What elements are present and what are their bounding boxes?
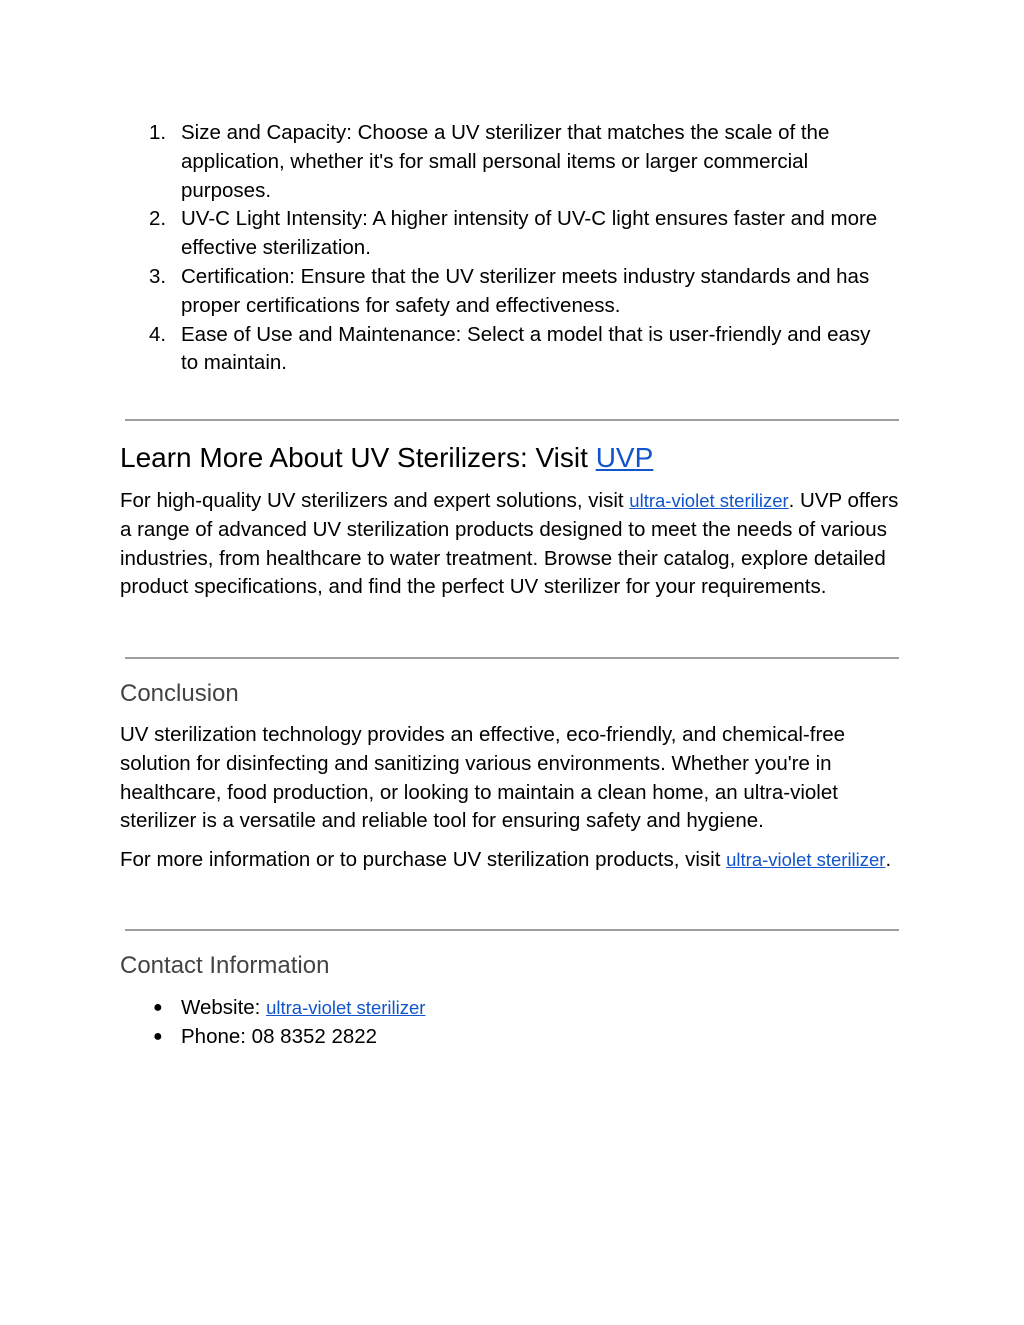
list-item-text: Size and Capacity: Choose a UV sterilizer that matches the scale of the application, whether it's for small personal items or larger commercial purposes. bbox=[181, 121, 830, 202]
paragraph-text: For more information or to purchase UV sterilization products, visit bbox=[120, 848, 727, 871]
learn-more-paragraph bbox=[120, 487, 900, 602]
paragraph-text: . bbox=[885, 848, 892, 871]
website-label: Website: bbox=[181, 996, 267, 1019]
list-item-text: UV-C Light Intensity: A higher intensity of UV-C light ensures faster and more effective sterilization. bbox=[181, 207, 878, 260]
contact-heading: Contact Information bbox=[120, 952, 330, 979]
conclusion-paragraph: UV sterilization technology provides an effective, eco-friendly, and chemical-free solution for disinfecting and sanitizing various environments. Whether you're in healthcare, food production, or looking to maintain a clean home, an ultra-violet sterilizer is a versatile and reliable tool for ensuring safety and hygiene. bbox=[120, 723, 846, 833]
horizontal-divider bbox=[125, 419, 899, 421]
list-number: 1. bbox=[149, 121, 167, 144]
horizontal-divider bbox=[125, 657, 899, 659]
list-number: 3. bbox=[149, 264, 167, 288]
list-number: 4. bbox=[149, 322, 167, 346]
paragraph-text: . UVP offers a range of advanced UV sterilization products designed to meet the needs of various industries, from healthcare to water treatment. Browse their catalog, explore detailed product specifications, and find the perfect UV sterilizer for your requirements. bbox=[120, 489, 899, 599]
bullet-icon: ● bbox=[153, 1027, 163, 1045]
list-item bbox=[121, 263, 881, 321]
list-item-text: Ease of Use and Maintenance: Select a model that is user-friendly and easy to maintain. bbox=[181, 322, 871, 375]
conclusion-heading: Conclusion bbox=[120, 680, 239, 707]
website-link[interactable]: ultra-violet sterilizer bbox=[266, 997, 426, 1018]
bullet-icon: ● bbox=[153, 999, 163, 1016]
purchase-paragraph bbox=[120, 846, 900, 875]
contact-list bbox=[121, 994, 881, 1052]
list-item bbox=[121, 994, 881, 1023]
learn-more-heading bbox=[120, 441, 653, 475]
paragraph-text: For high-quality UV sterilizers and expert solutions, visit bbox=[120, 489, 630, 512]
list-number: 2. bbox=[149, 207, 167, 231]
horizontal-divider bbox=[125, 929, 899, 931]
list-item bbox=[121, 321, 881, 379]
list-item-text: Certification: Ensure that the UV sterilizer meets industry standards and has proper certifications for safety and effectiveness. bbox=[181, 264, 870, 317]
ultra-violet-sterilizer-link[interactable]: ultra-violet sterilizer bbox=[726, 849, 886, 870]
uvp-heading-link[interactable]: UVP bbox=[595, 442, 654, 473]
list-item bbox=[121, 119, 881, 205]
ultra-violet-sterilizer-link[interactable]: ultra-violet sterilizer bbox=[629, 490, 789, 511]
heading-text: Learn More About UV Sterilizers: Visit bbox=[120, 442, 596, 473]
phone-text: Phone: 08 8352 2822 bbox=[181, 1024, 378, 1048]
list-item bbox=[121, 205, 881, 263]
list-item bbox=[121, 1023, 881, 1052]
criteria-list bbox=[121, 119, 881, 378]
